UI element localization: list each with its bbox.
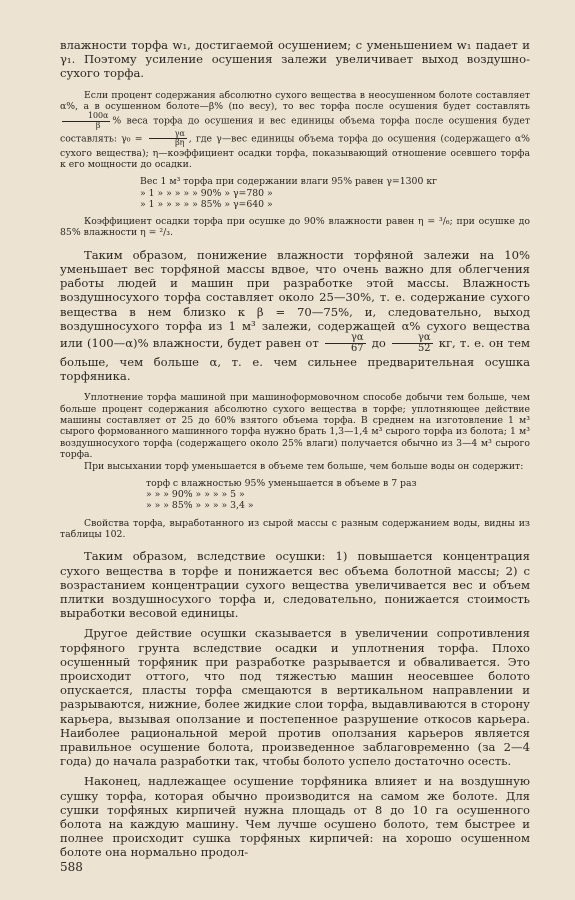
page-body xyxy=(60,38,530,860)
table-cell: » » » 85% » » » » 3,4 » xyxy=(146,500,254,512)
table-row xyxy=(140,188,443,199)
frac-num: 100α xyxy=(62,112,110,121)
note-1-part-a: Если процент содержания абсолютно сухого вещества в неосушенном болоте составляет α%, а в осушенном болоте—β% (по весу), то вес торфа после осушения будет составлять xyxy=(60,89,530,113)
note-3: Уплотнение торфа машиной при машиноформовочном способе добычи тем больше, чем больше процент содержания абсолютно сухого вещества в торфе; уплотняющее действие машины составляет от 25 до 60% взятого объема торфа. В среднем на изготовление 1 м³ сырого формованного машинного торфа нужно брать 1,3—1,4 м³ сырого торфа из болота; 1 м³ воздушносухого торфа (содержащего около 25% влаги) получается обычно из 3—4 м³ сырого торфа. xyxy=(60,392,530,461)
fraction-ga-bh xyxy=(149,130,187,148)
table-row xyxy=(146,489,423,500)
frac-num: γα xyxy=(325,333,366,344)
paragraph-2-part-b: кг, т. е. он тем больше, чем больше α, т. е. чем сильнее предварительная осушка торфяника. xyxy=(60,335,531,383)
paragraph-3: Таким образом, вследствие осушки: 1) повышается концентрация сухого вещества в торфе и понижается вес объема болотной массы; 2) с возрастанием концентрации сухого вещества увеличивается вес и объем плитки воздушносухого торфа и, следовательно, понижается стоимость выработки весовой единицы. xyxy=(60,549,530,621)
frac-num: γα xyxy=(149,130,187,139)
paragraph-5: Наконец, надлежащее осушение торфяника влияет и на воздушную сушку торфа, которая обычно производится на самом же болоте. Для сушки торфяных кирпичей нужна площадь от 8 до 10 га осушенного болота на каждую машину. Чем лучше осушено болото, тем быстрее и полнее происходит сушка торфяных кирпичей: на хорошо осушенном болоте она нормально продол- xyxy=(60,774,530,860)
paragraph-1: влажности торфа w₁, достигаемой осушением; с уменьшением w₁ падает и γ₁. Поэтому усиление осушения залежи увеличивает выход воздушно-сухого торфа. xyxy=(60,38,530,81)
page-number: 588 xyxy=(60,860,83,874)
table-row xyxy=(146,500,423,511)
table-cell: Вес 1 м³ торфа при содержании влаги 95% равен γ=1300 кг xyxy=(140,176,438,188)
paragraph-4: Другое действие осушки сказывается в увеличении сопротивления торфяного грунта вследствие осадки и уплотнения торфа. Плохо осушенный торфяник при разработке разрывается и обваливается. Это происходит оттого, что под тяжестью машин неосевшее болото опускается, пласты торфа смещаются в вертикальном направлении и разрываются, нижние, более жидкие слои торфа, выдавливаются в сторону карьера, вызывая оползание и постепенное разрушение откосов карьера. Наиболее рациональной мерой против оползания карьеров является правильное осушение болота, произведенное заблаговременно (за 2—4 года) до начала разработки так, чтобы болото успело достаточно осесть. xyxy=(60,626,530,769)
frac-den: 67 xyxy=(350,343,364,355)
table-moisture-weight xyxy=(140,176,443,210)
table-row xyxy=(146,478,423,489)
note-2: Коэффициент осадки торфа при осушке до 90% влажности равен η = ³/₆; при осушке до 85% влажности η = ²/₃. xyxy=(60,216,530,239)
fraction-ga-67 xyxy=(325,333,366,355)
note-5: Свойства торфа, выработанного из сырой массы с разным содержанием воды, видны из таблицы 102. xyxy=(60,517,530,541)
table-shrinkage xyxy=(146,478,423,512)
note-1-part-b: % веса торфа до осушения и вес единицы объема торфа после осушения будет составлять: γ₀ = xyxy=(60,115,530,145)
paragraph-2-mid: до xyxy=(371,335,386,350)
fraction-ga-52 xyxy=(392,333,433,355)
frac-den: βη xyxy=(175,138,185,148)
frac-den: β xyxy=(95,120,101,130)
table-row xyxy=(140,176,443,187)
table-cell: » 1 » » » » » 85% » γ=640 » xyxy=(140,198,273,210)
table-cell: » » » 90% » » » » 5 » xyxy=(146,489,245,501)
fraction-100a-b xyxy=(62,112,110,130)
table-cell: торф с влажностью 95% уменьшается в объеме в 7 раз xyxy=(146,478,417,489)
paragraph-2 xyxy=(60,248,530,383)
note-1 xyxy=(60,90,530,171)
note-4: При высыхании торф уменьшается в объеме тем больше, чем больше воды он содержит: xyxy=(84,460,524,472)
paragraph-2-part-a: Таким образом, понижение влажности торфяной залежи на 10% уменьшает вес торфяной массы вдвое, что очень важно для облегчения работы людей и машин при разработке этой массы. Влажность воздушносухого торфа составляет около 25—30%, т. е. содержание сухого вещества в нем близко к β = 70—75%, и, следовательно, выход воздушносухого торфа из 1 м³ залежи, содержащей α% сухого вещества или (100—α)% влажности, будет равен от xyxy=(60,247,530,350)
table-row xyxy=(140,199,443,210)
frac-den: 52 xyxy=(418,343,431,355)
frac-num: γα xyxy=(392,333,433,344)
table-cell: » 1 » » » » » 90% » γ=780 » xyxy=(140,187,273,199)
note-1-part-c: , где γ—вес единицы объема торфа до осушения (содержащего α% сухого вещества); η—коэффициент осадки торфа, показывающий отношение осевшего торфа к его мощности до осадки. xyxy=(60,133,530,171)
